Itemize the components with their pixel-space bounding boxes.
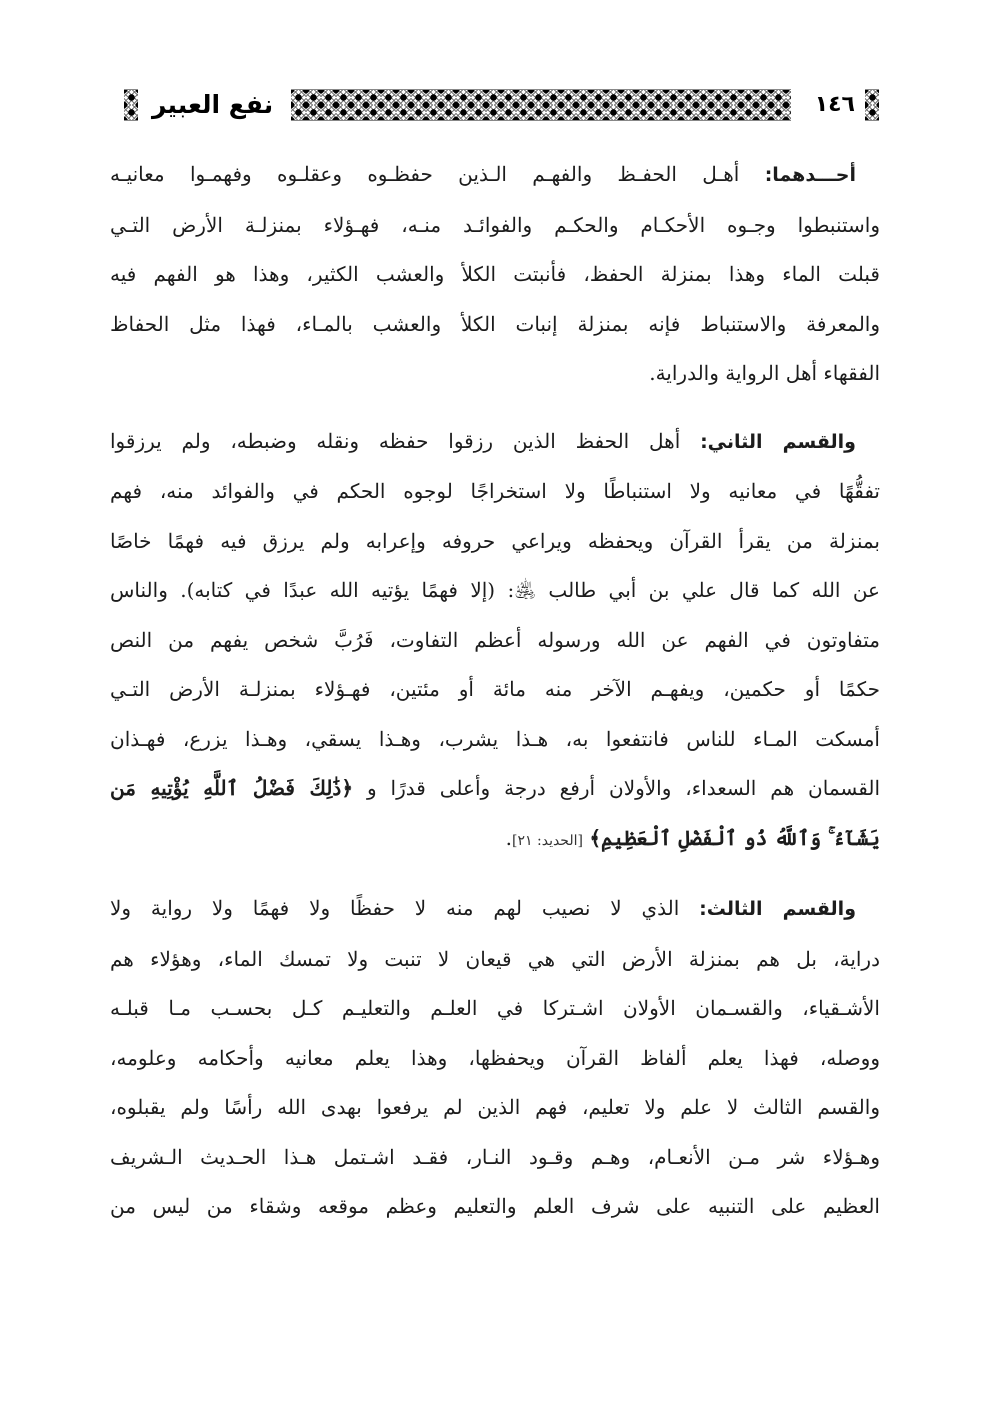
paragraph-second-category xyxy=(110,417,880,867)
section-lead: والقسم الثاني: xyxy=(700,430,856,453)
section-lead: والقسم الثالث: xyxy=(699,898,857,920)
text-line: عن الله كما قال علي بن أبي طالب ﵁: (إلا فهمًا يؤتيه الله عبدًا في كتابه). والناس xyxy=(110,578,880,602)
section-lead: أحـــدهما: xyxy=(764,164,856,186)
text-line: والقسم الثاني: أهل الحفظ الذين رزقوا حفظه ونقله وضبطه، ولم يرزقوا xyxy=(110,428,856,453)
text-line: بمنزلة من يقرأ القرآن ويحفظه ويراعي حروفه وإعرابه ولم يرزق فيه فهمًا خاصًا xyxy=(110,528,880,553)
text-line: تفقُّهًا في معانيه ولا استنباطًا ولا استخراجًا لوجوه الحكم في والفوائد منه، فهم xyxy=(110,479,880,503)
page-number: ١٤٦ xyxy=(814,92,855,117)
running-header xyxy=(124,86,879,124)
verse-reference: [الحديد: ٢١] xyxy=(512,832,583,849)
text-line: أمسكت المـاء للناس فانتفعوا به، هـذا يشرب، وهـذا يسقي، وهـذا يزرع، فهـذان xyxy=(110,726,880,751)
text-line: أحـــدهما: أهـل الحفـظ والفهـم الـذين حفظـوه وعقلـوه وفهمـوا معانيـه xyxy=(110,162,856,186)
quran-verse-continued: يَشَآءُ ۚ وَٱللَّهُ ذُو ٱلْفَضْلِ ٱلْعَظِيمِ﴾ xyxy=(589,825,880,850)
text-line: الأشـقياء، والقسـمان الأولان اشـتركا في العلـم والتعليـم كـل بحسـب مـا قبلـه xyxy=(110,996,880,1020)
text-line: القسمان هم السعداء، والأولان أرفع درجة وأعلى قدرًا و ﴿ذَٰلِكَ فَضْلُ ٱللَّهِ يُؤْتِيهِ مَن xyxy=(110,776,880,800)
text-line: دراية، بل هم بمنزلة الأرض التي هي قيعان لا تنبت ولا تمسك الماء، وهؤلاء هم xyxy=(110,946,880,971)
text-line: قبلت الماء وهذا بمنزلة الحفظ، فأنبتت الكلأ والعشب الكثير، وهذا هو الفهم فيه xyxy=(110,262,880,286)
ornament-band-icon xyxy=(291,89,791,121)
text-line: متفاوتون في الفهم عن الله ورسوله أعظم التفاوت، فَرُبَّ شخص يفهم من النص xyxy=(110,627,880,652)
page-body xyxy=(110,150,880,1232)
text-line: حكمًا أو حكمين، ويفهـم الآخر منه مائة أو مئتين، فهـؤلاء بمنزلـة الأرض التـي xyxy=(110,677,880,701)
text-line: ووصله، فهذا يعلم ألفاظ القرآن ويحفظها، وهذا يعلم معانيه وأحكامه وعلومه، xyxy=(110,1045,880,1070)
paragraph-first-category xyxy=(110,150,880,399)
text-line: والقسم الثالث: الذي لا نصيب لهم منه لا حفظًا ولا فهمًا ولا رواية ولا xyxy=(110,896,857,920)
ornament-left-icon xyxy=(124,89,138,121)
text-line: واستنبطوا وجـوه الأحكـام والحكـم والفوائـد منـه، فهـؤلاء بمنزلـة الأرض التـي xyxy=(110,212,880,237)
text-line: وهـؤلاء شر مـن الأنعـام، وهـم وقـود النـار، فقـد اشـتمل هـذا الحـديث الـشريف xyxy=(110,1144,880,1169)
paragraph-third-category xyxy=(110,884,880,1232)
text-line: والمعرفة والاستنباط فإنه بمنزلة إنبات الكلأ والعشب بالمـاء، فهذا مثل الحفاظ xyxy=(110,311,880,336)
ornament-right-icon xyxy=(865,89,879,121)
text-line: يَشَآءُ ۚ وَٱللَّهُ ذُو ٱلْفَضْلِ ٱلْعَظِيمِ﴾ [الحديد: ٢١]. xyxy=(505,825,880,850)
text-line: الفقهاء أهل الرواية والدراية. xyxy=(649,361,880,385)
text-line: العظيم على التنبيه على شرف العلم والتعليم وعظم موقعه وشقاء من ليس من xyxy=(110,1194,880,1218)
quran-verse: ﴿ذَٰلِكَ فَضْلُ ٱللَّهِ يُؤْتِيهِ مَن xyxy=(110,776,354,800)
book-title: نفع العبير xyxy=(152,90,274,119)
text-line: والقسم الثالث لا علم ولا تعليم، فهم الذين لم يرفعوا بهدى الله رأسًا ولم يقبلوه، xyxy=(110,1095,880,1119)
